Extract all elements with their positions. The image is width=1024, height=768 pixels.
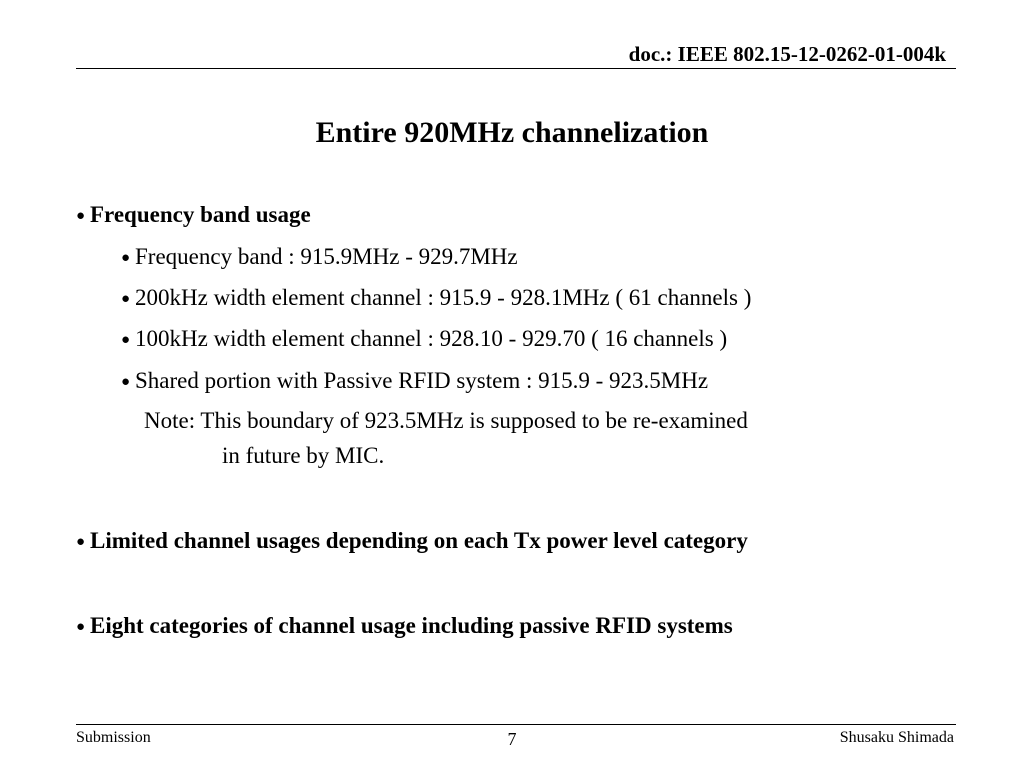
bullet-icon: ● <box>76 619 86 635</box>
bullet-icon: ● <box>121 250 131 266</box>
bullet-text: Frequency band usage <box>90 202 311 227</box>
footer-author: Shusaku Shimada <box>839 729 954 746</box>
header-doc-id: doc.: IEEE 802.15-12-0262-01-004k <box>628 42 946 66</box>
footer-submission: Submission <box>76 729 151 746</box>
note-line-2: in future by MIC. <box>222 443 385 468</box>
bullet-limited-channel-usages <box>76 528 748 554</box>
bullet-text: Eight categories of channel usage including passive RFID systems <box>90 613 733 638</box>
footer-divider <box>76 724 956 725</box>
bullet-text: Limited channel usages depending on each Tx power level category <box>90 528 748 553</box>
subbullet-text: 200kHz width element channel : 915.9 - 928.1MHz ( 61 channels ) <box>135 285 752 310</box>
bullet-frequency-band-usage <box>76 202 311 228</box>
subbullet-text: Frequency band : 915.9MHz - 929.7MHz <box>135 244 518 269</box>
subbullet-text: 100kHz width element channel : 928.10 - 929.70 ( 16 channels ) <box>135 326 728 351</box>
bullet-icon: ● <box>76 534 86 550</box>
note-line-1: Note: This boundary of 923.5MHz is supposed to be re-examined <box>144 408 748 433</box>
bullet-icon: ● <box>76 208 86 224</box>
header-divider <box>76 68 956 69</box>
subbullet-text: Shared portion with Passive RFID system : 915.9 - 923.5MHz <box>135 368 709 393</box>
bullet-icon: ● <box>121 374 131 390</box>
footer-page-number: 7 <box>507 729 517 749</box>
bullet-icon: ● <box>121 332 131 348</box>
subbullet-shared-rfid <box>121 368 708 394</box>
bullet-icon: ● <box>121 291 131 307</box>
subbullet-200khz-channel <box>121 285 751 311</box>
bullet-eight-categories <box>76 613 733 639</box>
subbullet-100khz-channel <box>121 326 727 352</box>
slide-title: Entire 920MHz channelization <box>315 116 709 149</box>
subbullet-frequency-band <box>121 244 518 270</box>
